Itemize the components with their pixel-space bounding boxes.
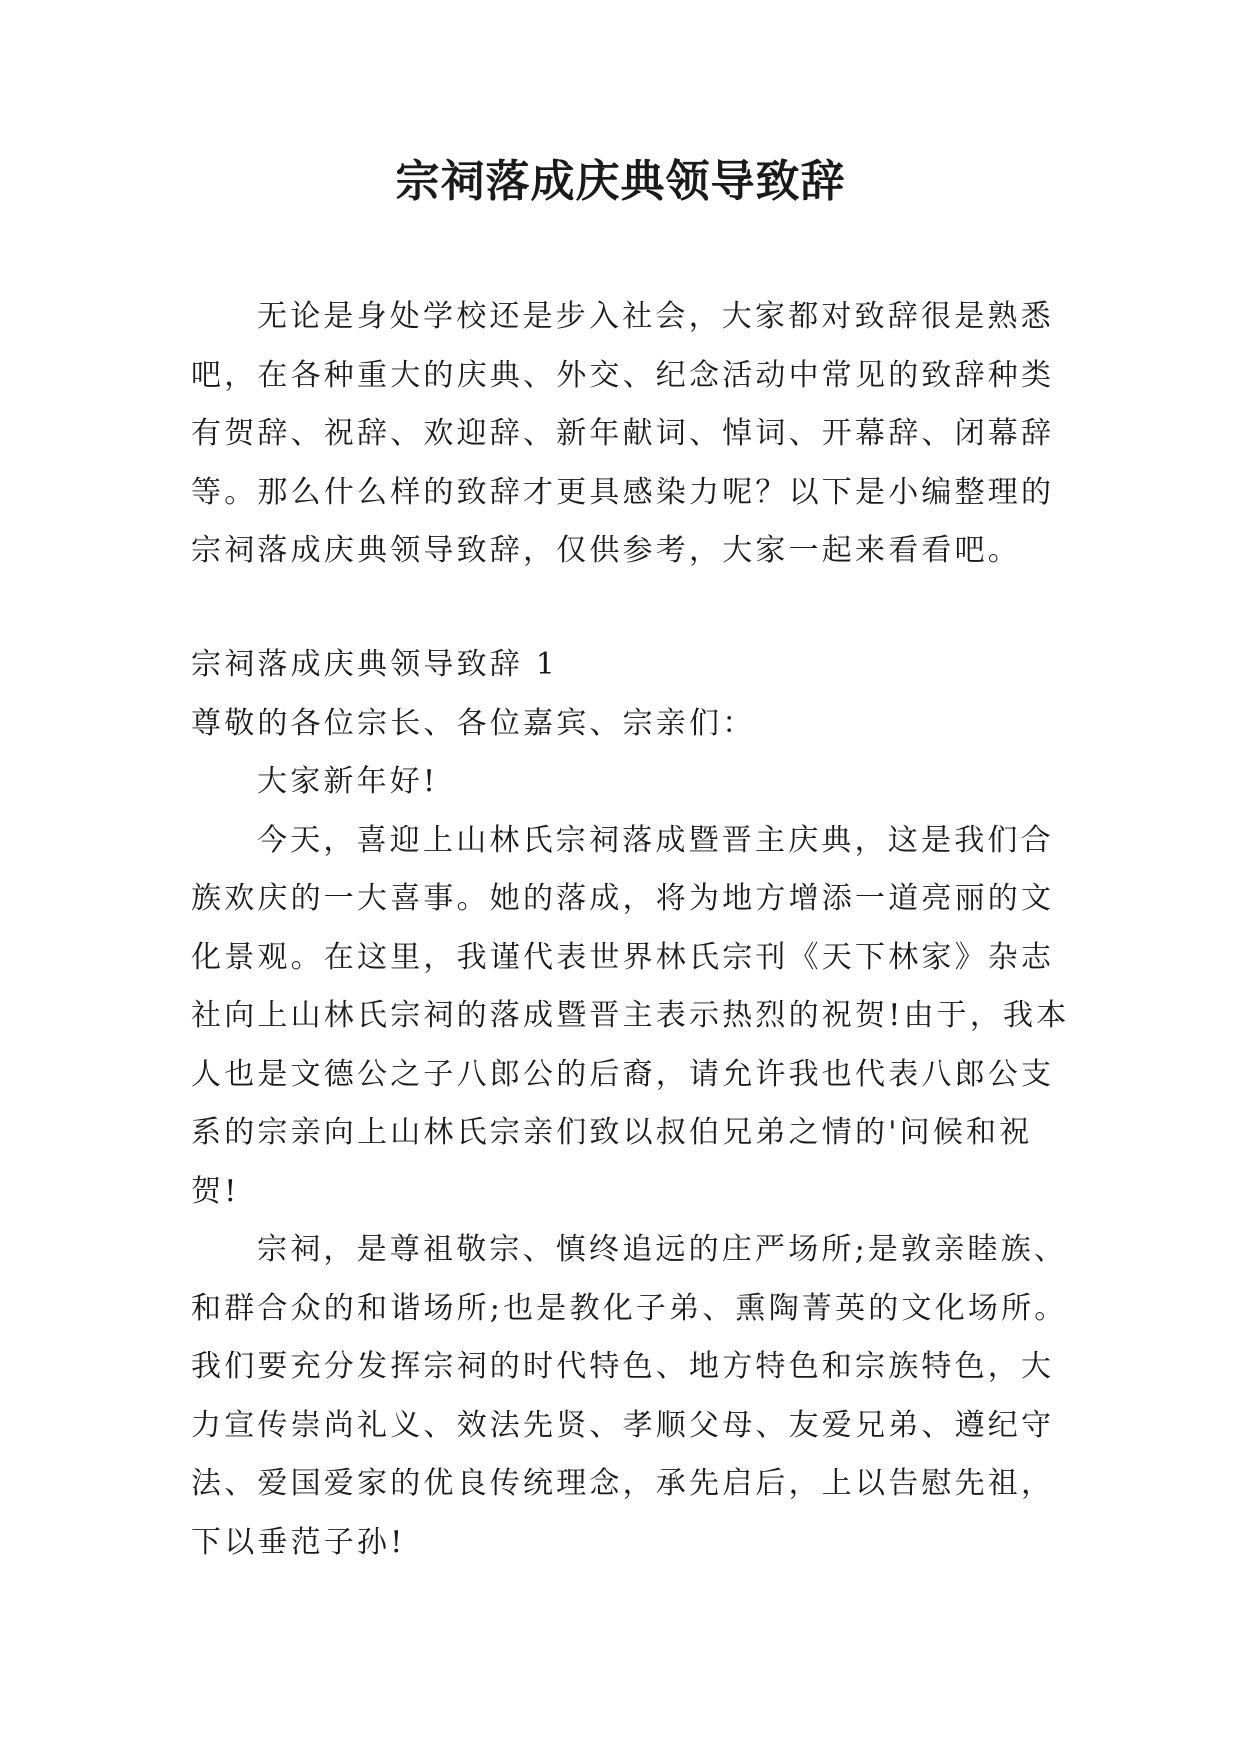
greeting: 大家新年好! bbox=[257, 764, 439, 799]
intro-paragraph: 无论是身处学校还是步入社会，大家都对致辞很是熟悉吧，在各种重大的庆典、外交、纪念活动中常见的致辞种类有贺辞、祝辞、欢迎辞、新年献词、悼词、开幕辞、闭幕辞等。那么什么样的致辞才更具感染力呢？以下是小编整理的宗祠落成庆典领导致辞，仅供参考，大家一起来看看吧。 bbox=[191, 299, 1055, 568]
speech-paragraph: 宗祠，是尊祖敬宗、慎终追远的庄严场所;是敦亲睦族、和群合众的和谐场所;也是教化子弟、熏陶菁英的文化场所。我们要充分发挥宗祠的时代特色、地方特色和宗族特色，大力宣传崇尚礼义、效法先贤、孝顺父母、友爱兄弟、遵纪守法、爱国爱家的优良传统理念，承先启后，上以告慰先祖，下以垂范子孙! bbox=[191, 1232, 1068, 1560]
document-title: 宗祠落成庆典领导致辞 bbox=[395, 156, 846, 207]
salutation: 尊敬的各位宗长、各位嘉宾、宗亲们： bbox=[191, 705, 756, 741]
speech-paragraph: 今天，喜迎上山林氏宗祠落成暨晋主庆典，这是我们合族欢庆的一大喜事。她的落成，将为地方增添一道亮丽的文化景观。在这里，我谨代表世界林氏宗刊《天下林家》杂志社向上山林氏宗祠的落成暨晋主表示热烈的祝贺!由于，我本人也是文德公之子八郎公的后裔，请允许我也代表八郎公支系的宗亲向上山林氏宗亲们致以叔伯兄弟之情的'问候和祝贺! bbox=[191, 822, 1070, 1209]
section-heading: 宗祠落成庆典领导致辞 1 bbox=[191, 647, 559, 682]
speech-section bbox=[191, 636, 1071, 1572]
